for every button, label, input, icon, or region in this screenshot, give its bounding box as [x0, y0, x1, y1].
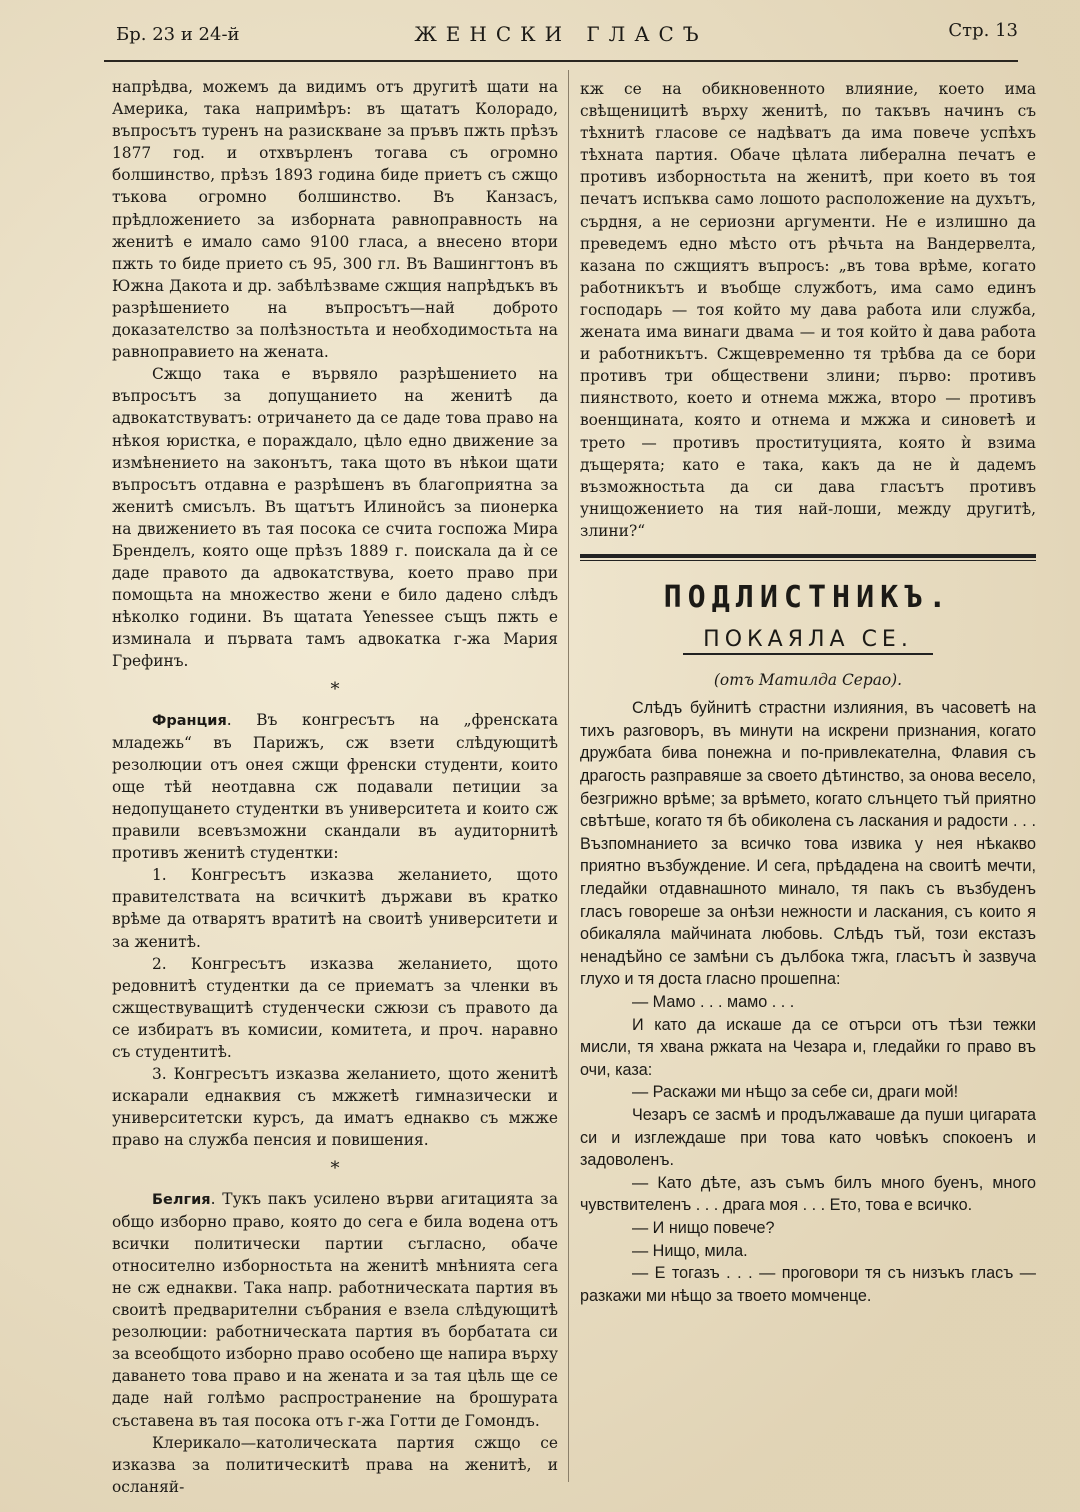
- issue-number: Бр. 23 и 24-й: [116, 24, 240, 45]
- france-heading: Франция: [152, 712, 227, 729]
- right-column: [580, 78, 1036, 1307]
- column-divider: [568, 70, 569, 1482]
- section-separator: *: [330, 1157, 340, 1179]
- story-paragraph: И като да искаше да се отърси отъ тѣзи тежки мисли, тя хвана ржката на Чезара и, гледайки го право въ очи, каза:: [580, 1015, 1036, 1079]
- header-rule: [104, 60, 1018, 62]
- article-paragraph: кж се на обикновенното влияние, което има свѣщеницитѣ върху женитѣ, по такъвъ начинъ съ тѣхнитѣ гласове се надѣватъ да има повече успѣхъ тѣхната партия. Обаче цѣлата либерална печатъ е противъ изборностьта на женитѣ, при което въ тоя печатъ испъква само лошото расположение на духътъ, сърдня, а не сериозни аргументи. Не е излишно да преведемъ едно мѣсто отъ рѣчьта на Вандервелта, казана по сжщиятъ въпросъ: „въ това врѣме, когато работникътъ и въобще служботъ, има само единъ господарь — тоя който му дава работа или служба, жената има винаги двама — и тоя който ѝ дава работа и работникътъ. Сжщевременно тя трѣбва да се бори противъ три обществени злини; първо: противъ пиянството, което и отнема мжжа, второ — противъ военщината, която и отнема и мжжа и синоветѣ и трето — противъ проституцията, която ѝ взима дъщерята; като е така, какъ да не ѝ дадемъ възможностьта да си дава гласътъ противъ унищожението на тия най-лоши, между другитѣ, злини?“: [580, 80, 1036, 540]
- belgium-section: [112, 1188, 558, 1432]
- section-rule: [580, 554, 1036, 561]
- belgium-text: . Тукъ пакъ усилено върви агитацията за общо изборно право, която до сега е била водена отъ всички политически партии съгласно, обаче относително изборностьта на женитѣ мнѣнията сега не сж еднакви. Така напр. работническата партия въ своитѣ предварителни събрания е взела слѣдующитѣ резолюции: работническата партия въ борбатата си за всеобщото изборно право особено ще напира върху даването това право и на жената и за тая цѣль ще се даде най голѣмо распространение на брошурата съставена въ тая посока отъ г-жа Готти де Гомондъ.: [112, 1189, 558, 1430]
- story-paragraph: Слѣдъ буйнитѣ страстни излияния, въ часоветѣ на тихъ разговоръ, въ минути на искрени признания, когато дружбата бива понежна и по-привлекателна, Флавия съ драгость разправяше за своето дѣтинство, за онова весело, безгрижно врѣме; за врѣмето, когато слънцето тъй приятно свѣтѣше, когато тя бѣ обиколена съ ласкания и радости . . . Възпомнанието за всичко това извика у нея нѣкакво приятно възбуждение. И сега, прѣдадена на своитѣ мечти, гледайки отдавнашното минало, тя пакъ съ възбуденъ гласъ говореше за онѣзи нежности и ласкания, съ които я обикаляла майчината любовь. Слѣдъ тъй, този екстазъ ненадѣйно се замѣни съ дълбока тжга, гласътъ ѝ зазвуча глухо и тя доста гласно прошепна:: [580, 699, 1036, 989]
- article-paragraph: Клерикало—католическата партия сжщо се изказва за политическитѣ права на женитѣ, и осланяй-: [112, 1433, 558, 1496]
- article-paragraph: напрѣдва, можемъ да видимъ отъ другитѣ щати на Америка, така напримѣръ: въ щататъ Колорадо, въпросътъ туренъ на разискване за пръвъ пжть прѣзъ 1877 год. и отхвърленъ тогава съ огромно болшинство, прѣзъ 1893 година биде приетъ съ сжщо тъкова огромно болшинство. Въ Канзасъ, прѣдложението за изборната равноправность на женитѣ е имало само 9100 гласа, а внесено втори пжть то биде приeто съ 95, 300 гл. Въ Вашингтонъ въ Южна Дакота и др. забѣлѣзваме сжщия напрѣдъкъ въ разрѣшението на въпросътъ—най доброто доказателство за полѣзностьта и необходимостьта на равноправието на жената.: [112, 78, 558, 362]
- story-byline: (отъ Матилда Серао).: [713, 671, 903, 690]
- france-section: [112, 709, 558, 865]
- story-paragraph: — И нищо повече?: [632, 1218, 775, 1237]
- story-paragraph: Чезаръ се засмѣ и продължаваше да пуши цигарата си и изглеждаше при това като човѣкъ спокоенъ и задоволенъ.: [580, 1105, 1036, 1170]
- resolution-item: 2. Конгресътъ изказва желанието, щото редовнитѣ студентки да се приематъ за членки въ сжществуващитѣ студенчески сжюзи съ правото да се избиратъ въ комисии, комитета, и проч. наравно съ студентитѣ.: [112, 954, 558, 1062]
- section-separator: *: [330, 678, 340, 700]
- feuilleton-heading: ПОДЛИСТНИКЪ.: [663, 579, 953, 615]
- story-paragraph: — Е тогазъ . . . — проговори тя съ низъкъ гласъ — разкажи ми нѣщо за твоето момченце.: [580, 1264, 1036, 1305]
- page-header: [104, 18, 1018, 54]
- story-paragraph: — Като дѣте, азъ съмъ билъ много буенъ, много чувствителенъ . . . драга моя . . . Ето, това е всичко.: [580, 1173, 1036, 1215]
- resolution-item: 1. Конгресътъ изказва желанието, щото правителствата на всичкитѣ държави въ кратко врѣме да отварятъ вратитѣ на своитѣ университети и за женитѣ.: [112, 866, 558, 951]
- resolution-item: 3. Конгресътъ изказва желанието, щото женитѣ искарали еднаквия съ мжжетѣ гимназически и университетски курсъ, да иматъ еднакво съ мжже право на служба пенсия и повишения.: [112, 1065, 558, 1150]
- story-title: ПОКАЯЛА СЕ.: [683, 629, 933, 655]
- newspaper-title: ЖЕНСКИ ГЛАСЪ: [414, 22, 708, 46]
- left-column: [112, 76, 558, 1498]
- belgium-heading: Белгия: [152, 1191, 211, 1208]
- story-paragraph: — Раскажи ми нѣщо за себе си, драги мой!: [632, 1083, 959, 1102]
- france-text: . Въ конгресътъ на „френската младежь“ въ Парижъ, сж взети слѣдующитѣ резолюции отъ онея сжщи френски студенти, които още тѣй неотдавна сж подавали петиции за недопущането студентки въ университета и които сж правили всевъзможни скандали въ аудиторнитѣ противъ женитѣ студентки:: [112, 710, 558, 863]
- story-paragraph: — Нищо, мила.: [632, 1241, 748, 1260]
- article-paragraph: Сжщо така е вървяло разрѣшението на въпросътъ за допущанието на женитѣ да адвокатствуватъ: отричането да се даде това право на нѣкоя юристка, е пораждало, цѣло едно движение за измѣнението на законътъ, така щото въ нѣкои щати въпросътъ отдавна е разрѣшенъ въ благоприятна за женитѣ смисълъ. Въ щатътъ Илинойсъ за пионерка на движението въ тая посока се счита госпожа Мира Бренделъ, която още прѣзъ 1889 г. поискала да ѝ се даде правото да адвокатствува, което право при помощьта на множество жени е било дадено слѣдъ нѣколко години. Въ щатата Yenessee същъ пжть е изминала и първата тамъ адвокатка г-жа Мария Грефинъ.: [112, 365, 558, 671]
- story-paragraph: — Мамо . . . мамо . . .: [632, 992, 795, 1011]
- story-body: [580, 697, 1036, 1307]
- page-number: Стр. 13: [948, 20, 1018, 41]
